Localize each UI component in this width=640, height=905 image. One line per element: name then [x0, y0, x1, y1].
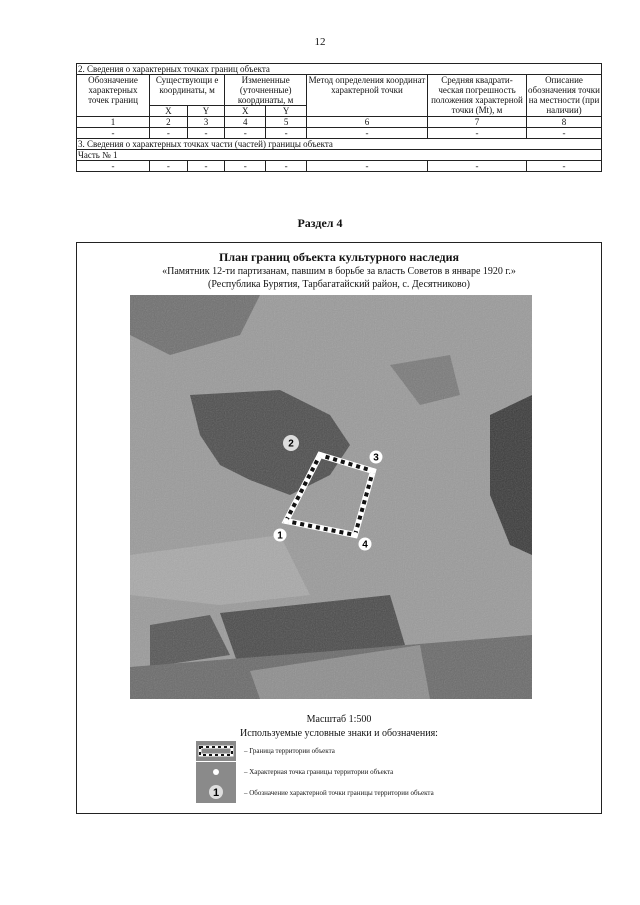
cell: - [307, 128, 428, 139]
plan-frame [76, 242, 602, 814]
cell: - [225, 128, 266, 139]
point-label-1 [274, 529, 287, 542]
cell: - [187, 161, 225, 172]
boundary-point [370, 468, 376, 474]
cell: - [150, 161, 188, 172]
cell: - [428, 161, 527, 172]
col-num: 4 [225, 117, 266, 128]
legend-label-text: – Обозначение характерной точки границы территории объекта [244, 789, 434, 797]
table-row [77, 128, 602, 139]
col-num: 3 [187, 117, 225, 128]
legend-boundary-swatch [196, 741, 236, 761]
header-designation: Обозначение характерных точек границ [77, 75, 150, 117]
legend-label-swatch [196, 781, 236, 803]
cell: - [428, 128, 527, 139]
cell: - [225, 161, 266, 172]
legend-title: Используемые условные знаки и обозначения: [240, 728, 438, 739]
legend-point-swatch [196, 762, 236, 782]
table-row [77, 161, 602, 172]
boundary-point [283, 518, 289, 524]
table-row [77, 64, 602, 75]
legend-symbol-text: 1 [212, 787, 220, 799]
cell: - [307, 161, 428, 172]
plan-location: (Республика Бурятия, Тарбагатайский район, с. Десятниково) [208, 279, 470, 290]
table-row [77, 139, 602, 150]
legend-point-text: – Характерная точка границы территории объекта [244, 768, 394, 776]
cell: - [527, 161, 602, 172]
aerial-map [130, 295, 532, 699]
cell: - [77, 128, 150, 139]
header-y: Y [266, 106, 307, 117]
plan-subtitle: «Памятник 12-ти партизанам, павшим в борьбе за власть Советов в январе 1920 г.» [162, 266, 516, 277]
section3-title: 3. Сведения о характерных точках части (частей) границы объекта [77, 139, 602, 150]
plan-title: План границ объекта культурного наследия [219, 250, 459, 264]
cell: - [150, 128, 188, 139]
map-scale: Масштаб 1:500 [306, 714, 372, 725]
point-label-text: 3 [373, 452, 379, 464]
cell: - [527, 128, 602, 139]
table-row [77, 150, 602, 161]
section-heading: Раздел 4 [297, 216, 343, 230]
point-label-text: 2 [288, 438, 294, 450]
point-label-text: 1 [277, 530, 283, 542]
cell: - [266, 128, 307, 139]
section2-title: 2. Сведения о характерных точках границ объекта [77, 64, 602, 75]
col-num: 1 [77, 117, 150, 128]
header-y: Y [187, 106, 225, 117]
page-number: 12 [314, 36, 326, 48]
header-error: Средняя квадрати-ческая погрешность положения характерной точки (Mt), м [428, 75, 527, 117]
col-num: 2 [150, 117, 188, 128]
boundary-point [352, 532, 358, 538]
col-num: 6 [307, 117, 428, 128]
col-num: 8 [527, 117, 602, 128]
col-num: 5 [266, 117, 307, 128]
header-existing-coords: Существующи е координаты, м [150, 75, 225, 106]
point-label-4 [359, 538, 372, 551]
header-description: Описание обозначения точки на местности (при наличии) [528, 75, 600, 115]
cell: - [187, 128, 225, 139]
table-header-row [77, 75, 602, 106]
header-x: X [225, 106, 266, 117]
legend-boundary-text: – Граница территории объекта [244, 747, 335, 755]
boundary-points-table [76, 63, 602, 172]
point-label-text: 4 [362, 539, 368, 551]
boundary-point [317, 452, 323, 458]
col-num: 7 [428, 117, 527, 128]
point-label-2 [283, 435, 299, 451]
column-number-row [77, 117, 602, 128]
part-label: Часть № 1 [77, 150, 602, 161]
point-label-3 [370, 451, 383, 464]
cell: - [77, 161, 150, 172]
header-method: Метод определения координат характерной точки [307, 75, 428, 117]
cell: - [266, 161, 307, 172]
header-x: X [150, 106, 188, 117]
header-changed-coords: Измененные (уточненные) координаты, м [225, 75, 307, 106]
